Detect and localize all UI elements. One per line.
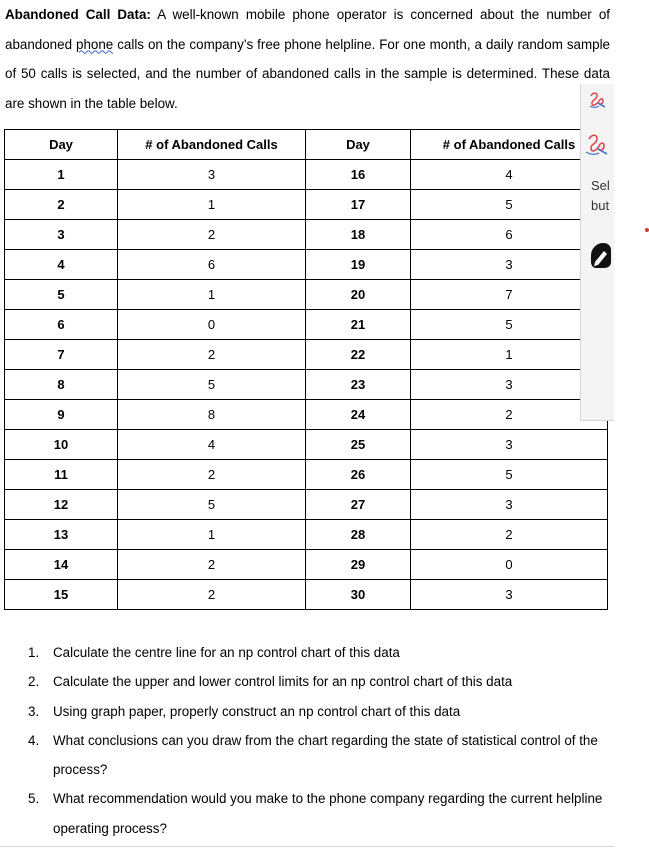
day-cell: 23 — [306, 370, 411, 400]
table-row — [5, 520, 608, 550]
day-cell: 20 — [306, 280, 411, 310]
table-body — [5, 160, 608, 610]
calls-cell: 8 — [118, 400, 306, 430]
calls-cell: 6 — [118, 250, 306, 280]
calls-cell: 0 — [118, 310, 306, 340]
day-cell: 19 — [306, 250, 411, 280]
calls-cell: 3 — [411, 370, 608, 400]
table-row — [5, 250, 608, 280]
intro-text-2: calls on the company’s free phone helpline. For one month, a daily random sample of 50 calls is selected, and the number of abandoned calls in the sample is determined. These data are shown in the table below. — [5, 36, 610, 111]
header-day-1: Day — [5, 130, 118, 160]
question-number: 4. — [28, 732, 40, 748]
calls-cell: 7 — [411, 280, 608, 310]
header-day-2: Day — [306, 130, 411, 160]
calls-cell: 1 — [118, 280, 306, 310]
day-cell: 3 — [5, 220, 118, 250]
question-list — [28, 638, 618, 843]
header-calls-2: # of Abandoned Calls — [411, 130, 608, 160]
page-bottom-rule — [0, 846, 614, 847]
calls-cell: 5 — [411, 310, 608, 340]
table-row — [5, 160, 608, 190]
table-row — [5, 490, 608, 520]
red-dot — [645, 228, 649, 232]
question-text: Calculate the upper and lower control limits for an np control chart of this data — [53, 674, 513, 690]
calls-cell: 0 — [411, 550, 608, 580]
day-cell: 1 — [5, 160, 118, 190]
calls-cell: 3 — [411, 430, 608, 460]
abandoned-calls-table — [4, 129, 608, 610]
question-number: 2. — [28, 674, 40, 690]
day-cell: 30 — [306, 580, 411, 610]
calls-cell: 3 — [118, 160, 306, 190]
question-number: 5. — [28, 791, 40, 807]
ink-scribble-icon[interactable] — [584, 132, 612, 158]
day-cell: 6 — [5, 310, 118, 340]
day-cell: 14 — [5, 550, 118, 580]
flagged-word[interactable]: phone — [76, 36, 114, 52]
question-number: 1. — [28, 645, 40, 660]
calls-cell: 2 — [118, 580, 306, 610]
day-cell: 17 — [306, 190, 411, 220]
question-text: What conclusions can you draw from the chart regarding the state of statistical control of the process? — [53, 732, 598, 778]
day-cell: 18 — [306, 220, 411, 250]
table-row — [5, 550, 608, 580]
question-item — [28, 726, 618, 785]
day-cell: 24 — [306, 400, 411, 430]
question-number: 3. — [28, 703, 40, 719]
calls-cell: 2 — [411, 520, 608, 550]
question-text: What recommendation would you make to the phone company regarding the current helpline operating process? — [53, 791, 603, 836]
header-calls-1: # of Abandoned Calls — [118, 130, 306, 160]
calls-cell: 3 — [411, 250, 608, 280]
calls-cell: 5 — [118, 490, 306, 520]
day-cell: 11 — [5, 460, 118, 490]
calls-cell: 2 — [118, 340, 306, 370]
calls-cell: 5 — [411, 460, 608, 490]
calls-cell: 6 — [411, 220, 608, 250]
table-row — [5, 580, 608, 610]
calls-cell: 3 — [411, 490, 608, 520]
calls-cell: 4 — [411, 160, 608, 190]
question-item — [28, 667, 618, 696]
day-cell: 27 — [306, 490, 411, 520]
calls-cell: 2 — [118, 220, 306, 250]
ink-scribble-icon[interactable] — [587, 90, 609, 110]
table-row — [5, 220, 608, 250]
table-row — [5, 430, 608, 460]
panel-text-line-2: but — [591, 198, 610, 213]
question-text: Using graph paper, properly construct an np control chart of this data — [53, 703, 461, 719]
intro-text-1: A well-known mobile phone operator is concerned about the number of abandoned — [5, 7, 610, 52]
day-cell: 12 — [5, 490, 118, 520]
day-cell: 5 — [5, 280, 118, 310]
table-row — [5, 370, 608, 400]
calls-cell: 1 — [118, 190, 306, 220]
day-cell: 29 — [306, 550, 411, 580]
question-item — [28, 784, 618, 843]
question-item — [28, 638, 618, 667]
table-row — [5, 340, 608, 370]
question-item — [28, 697, 618, 726]
day-cell: 21 — [306, 310, 411, 340]
table-row — [5, 310, 608, 340]
calls-cell: 2 — [411, 400, 608, 430]
table-row — [5, 190, 608, 220]
day-cell: 7 — [5, 340, 118, 370]
day-cell: 15 — [5, 580, 118, 610]
day-cell: 10 — [5, 430, 118, 460]
panel-text-line-1: Sel — [591, 178, 610, 193]
calls-cell: 5 — [118, 370, 306, 400]
table-header-row — [5, 130, 608, 160]
question-text: Calculate the centre line for an np control chart of this data — [53, 645, 400, 660]
calls-cell: 1 — [118, 520, 306, 550]
calls-cell: 1 — [411, 340, 608, 370]
day-cell: 4 — [5, 250, 118, 280]
intro-label: Abandoned Call Data: — [5, 7, 151, 22]
day-cell: 2 — [5, 190, 118, 220]
table-row — [5, 280, 608, 310]
pen-icon[interactable] — [588, 240, 614, 270]
day-cell: 8 — [5, 370, 118, 400]
calls-cell: 2 — [118, 550, 306, 580]
calls-cell: 2 — [118, 460, 306, 490]
day-cell: 28 — [306, 520, 411, 550]
table-row — [5, 400, 608, 430]
calls-cell: 3 — [411, 580, 608, 610]
calls-cell: 5 — [411, 190, 608, 220]
day-cell: 13 — [5, 520, 118, 550]
intro-paragraph — [5, 0, 610, 118]
table-row — [5, 460, 608, 490]
day-cell: 26 — [306, 460, 411, 490]
day-cell: 9 — [5, 400, 118, 430]
calls-cell: 4 — [118, 430, 306, 460]
day-cell: 25 — [306, 430, 411, 460]
day-cell: 22 — [306, 340, 411, 370]
day-cell: 16 — [306, 160, 411, 190]
